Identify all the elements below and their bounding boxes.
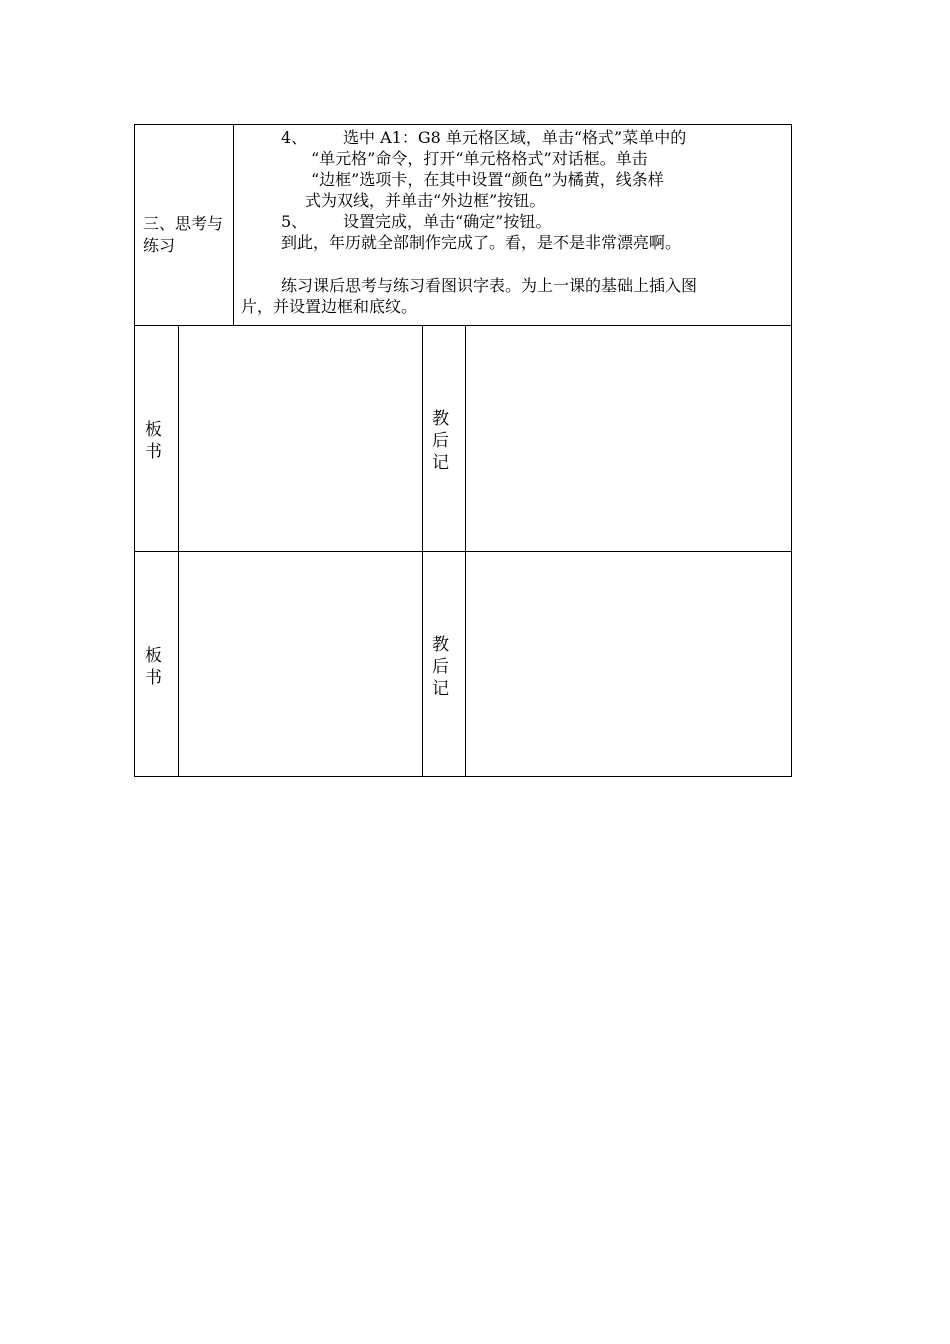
column-divider xyxy=(465,326,466,551)
reflection-label xyxy=(432,634,456,700)
practice-section xyxy=(134,124,792,326)
column-divider xyxy=(422,552,423,776)
conclusion-text: 到此，年历就全部制作完成了。看，是不是非常漂亮啊。 xyxy=(281,233,682,252)
exercise-line-1: 练习课后思考与练习看图识字表。为上一课的基础上插入图 xyxy=(281,276,698,295)
exercise-line-2: 片，并设置边框和底纹。 xyxy=(241,297,418,316)
blank-line xyxy=(241,253,787,275)
board-label-char: 板 xyxy=(145,420,162,440)
reflection-label xyxy=(432,408,456,474)
column-divider xyxy=(465,552,466,776)
board-label xyxy=(145,419,169,463)
step-4-number: 4、 xyxy=(281,128,308,147)
board-label-char: 书 xyxy=(145,442,162,462)
board-notes-row-1 xyxy=(134,325,792,552)
step-4-line-2: “单元格”命令，打开“单元格格式”对话框。单击 xyxy=(311,149,648,168)
column-divider xyxy=(178,326,179,551)
board-label xyxy=(145,645,169,689)
step-5-line xyxy=(241,211,787,232)
reflection-label-char: 记 xyxy=(432,453,449,473)
column-divider xyxy=(233,125,234,325)
step-5-text: 设置完成，单击“确定”按钮。 xyxy=(343,212,552,231)
board-label-char: 书 xyxy=(145,668,162,688)
reflection-label-char: 后 xyxy=(432,657,449,677)
section-content xyxy=(241,127,787,317)
board-notes-row-2 xyxy=(134,551,792,777)
step-4-line-3: “边框”选项卡，在其中设置“颜色”为橘黄，线条样 xyxy=(311,170,664,189)
step-5-number: 5、 xyxy=(281,212,308,231)
step-4-text-1: 选中 A1：G8 单元格区域，单击“格式”菜单中的 xyxy=(343,128,687,147)
reflection-label-char: 后 xyxy=(432,431,449,451)
board-label-char: 板 xyxy=(145,646,162,666)
step-4-line-1 xyxy=(241,127,787,148)
column-divider xyxy=(178,552,179,776)
reflection-label-char: 教 xyxy=(432,635,449,655)
column-divider xyxy=(422,326,423,551)
step-4-line-4: 式为双线，并单击“外边框”按钮。 xyxy=(305,191,546,210)
reflection-label-char: 教 xyxy=(432,409,449,429)
reflection-label-char: 记 xyxy=(432,679,449,699)
section-label: 三、思考与练习 xyxy=(143,214,224,255)
